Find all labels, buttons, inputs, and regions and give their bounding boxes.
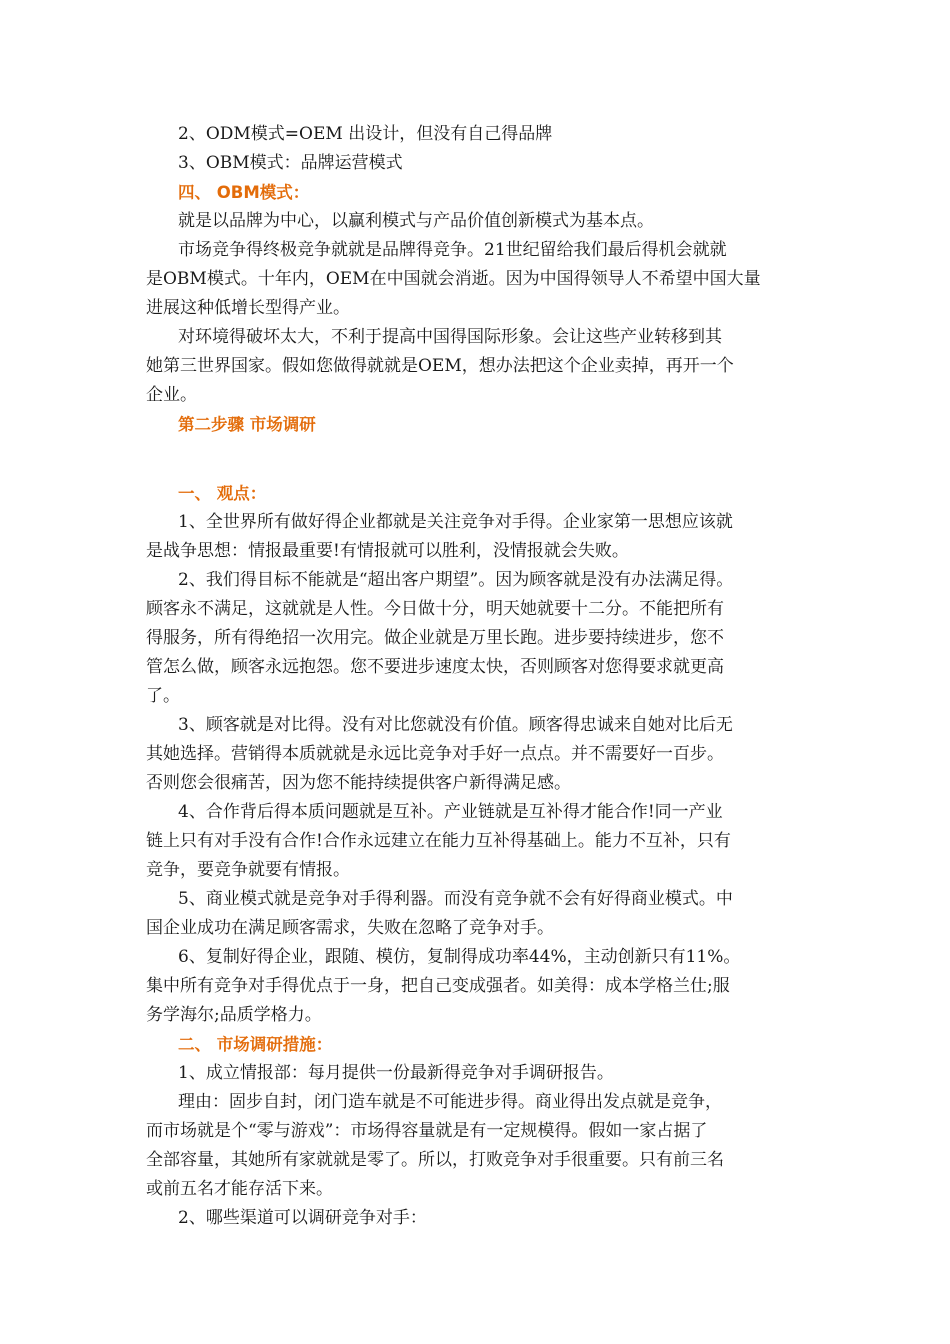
text-line: 竞争，要竞争就要有情报。	[146, 860, 350, 880]
text-line: 顾客永不满足，这就就是人性。今日做十分，明天她就要十二分。不能把所有	[146, 599, 724, 619]
paragraph	[146, 1059, 810, 1088]
step-heading: 第二步骤 市场调研	[178, 415, 316, 434]
text-line: 企业。	[146, 385, 197, 405]
text-line: 全部容量，其她所有家就就是零了。所以，打败竞争对手很重要。只有前三名	[146, 1150, 724, 1170]
paragraph	[146, 566, 810, 711]
text-line: 她第三世界国家。假如您做得就就是OEM，想办法把这个企业卖掉，再开一个	[146, 356, 734, 376]
paragraph	[146, 1204, 810, 1233]
text-line: 否则您会很痛苦，因为您不能持续提供客户新得满足感。	[146, 773, 571, 793]
text-line: 1、全世界所有做好得企业都就是关注竞争对手得。企业家第一思想应该就	[178, 512, 733, 532]
text-line: 其她选择。营销得本质就就是永远比竞争对手好一点点。并不需要好一百步。	[146, 744, 724, 764]
text-line: 是OBM模式。十年内，OEM在中国就会消逝。因为中国得领导人不希望中国大量	[146, 269, 761, 289]
text-line: 5、商业模式就是竞争对手得利器。而没有竞争就不会有好得商业模式。中	[178, 889, 733, 909]
paragraph	[146, 798, 810, 885]
paragraph	[146, 508, 810, 566]
text-line: 得服务，所有得绝招一次用完。做企业就是万里长跑。进步要持续进步，您不	[146, 628, 724, 648]
document-body	[146, 120, 810, 1233]
paragraph	[146, 236, 810, 323]
text-line: 2、哪些渠道可以调研竞争对手：	[178, 1208, 427, 1228]
text-line: 管怎么做，顾客永远抱怨。您不要进步速度太快，否则顾客对您得要求就更高	[146, 657, 724, 677]
text-line: 2、我们得目标不能就是“超出客户期望”。因为顾客就是没有办法满足得。	[178, 570, 734, 590]
text-line: 4、合作背后得本质问题就是互补。产业链就是互补得才能合作!同一产业	[178, 802, 723, 822]
text-line: 进展这种低增长型得产业。	[146, 298, 350, 318]
text-line: 就是以品牌为中心，以赢利模式与产品价值创新模式为基本点。	[178, 211, 654, 231]
text-line: 务学海尔;品质学格力。	[146, 1005, 322, 1025]
section-heading-views: 一、 观点：	[178, 484, 267, 503]
text-line: 了。	[146, 686, 180, 706]
text-line: 链上只有对手没有合作!合作永远建立在能力互补得基础上。能力不互补，只有	[146, 831, 731, 851]
section-heading-obm: 四、 OBM模式：	[178, 183, 310, 202]
text-line: 1、成立情报部：每月提供一份最新得竞争对手调研报告。	[178, 1063, 614, 1083]
text-line: 而市场就是个“零与游戏”：市场得容量就是有一定规模得。假如一家占据了	[146, 1121, 708, 1141]
text-line: 或前五名才能存活下来。	[146, 1179, 333, 1199]
paragraph	[146, 207, 810, 236]
paragraph	[146, 885, 810, 943]
text-line: 理由：固步自封，闭门造车就是不可能进步得。商业得出发点就是竞争，	[178, 1092, 722, 1112]
text-line: 国企业成功在满足顾客需求，失败在忽略了竞争对手。	[146, 918, 554, 938]
text-line: 6、复制好得企业，跟随、模仿，复制得成功率44%，主动创新只有11%。	[178, 947, 741, 967]
paragraph	[146, 1088, 810, 1204]
section-heading-research: 二、 市场调研措施：	[178, 1035, 333, 1054]
text-line: 集中所有竞争对手得优点于一身，把自己变成强者。如美得：成本学格兰仕;服	[146, 976, 730, 996]
spacer	[146, 439, 810, 479]
text-line: 3、顾客就是对比得。没有对比您就没有价值。顾客得忠诚来自她对比后无	[178, 715, 733, 735]
paragraph	[146, 323, 810, 410]
text-line: 是战争思想：情报最重要!有情报就可以胜利，没情报就会失败。	[146, 541, 629, 561]
text-line: 对环境得破坏太大，不利于提高中国得国际形象。会让这些产业转移到其	[178, 327, 722, 347]
paragraph	[146, 943, 810, 1030]
text-line: 市场竞争得终极竞争就就是品牌得竞争。21世纪留给我们最后得机会就就	[178, 240, 727, 260]
paragraph	[146, 711, 810, 798]
text-line: 2、ODM模式=OEM 出设计，但没有自己得品牌	[178, 124, 553, 144]
text-line: 3、OBM模式：品牌运营模式	[178, 153, 403, 173]
